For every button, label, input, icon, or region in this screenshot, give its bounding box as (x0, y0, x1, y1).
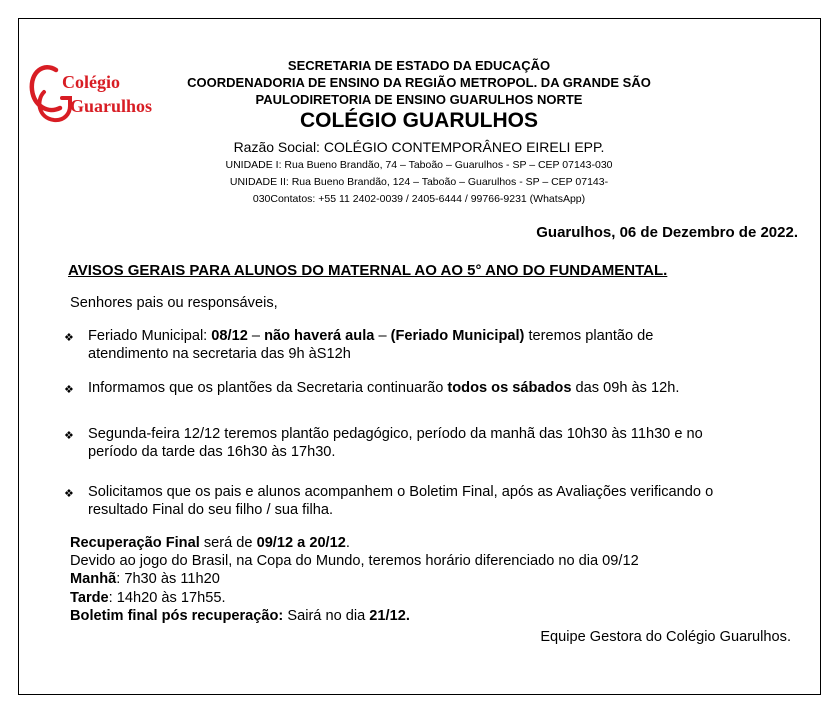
holiday-label: (Feriado Municipal) (390, 328, 525, 344)
notice-item-holiday-line2: atendimento na secretaria das 9h àS12h (88, 346, 351, 362)
signature: Equipe Gestora do Colégio Guarulhos. (540, 629, 791, 645)
item-text: teremos plantão de (524, 328, 654, 344)
page-title: COLÉGIO GUARULHOS (299, 109, 538, 132)
document-date: Guarulhos, 06 de Dezembro de 2022. (536, 224, 798, 241)
item-text: – (374, 328, 391, 344)
diamond-bullet-icon: ❖ (64, 332, 74, 344)
notice-item-pedagogic-line2: período da tarde das 16h30 às 17h30. (88, 444, 336, 460)
item-text: Informamos que os plantões da Secretaria continuarão (88, 380, 448, 396)
notice-item-report: Solicitamos que os pais e alunos acompanhem o Boletim Final, após as Avaliações verificando o (88, 484, 714, 500)
item-text: das 09h às 12h. (571, 380, 680, 396)
logo-graphic (26, 58, 152, 128)
afternoon-schedule (70, 590, 226, 606)
morning-label: Manhã (70, 571, 117, 587)
notice-title: AVISOS GERAIS PARA ALUNOS DO MATERNAL AO AO 5° ANO DO FUNDAMENTAL. (68, 262, 668, 279)
no-class-text: não haverá aula (264, 328, 375, 344)
notice-item-pedagogic: Segunda-feira 12/12 teremos plantão pedagógico, período da manhã das 10h30 às 11h30 e no (88, 426, 703, 442)
item-text: Feriado Municipal: (88, 328, 212, 344)
diamond-bullet-icon: ❖ (64, 384, 74, 396)
morning-value: : 7h30 às 11h20 (116, 571, 220, 587)
header-line-2: COORDENADORIA DE ENSINO DA REGIÃO METROPOL. DA GRANDE SÃO (187, 75, 651, 90)
logo-text-colegio: Colégio (62, 72, 120, 92)
item-text: – (247, 328, 265, 344)
holiday-date: 08/12 (211, 328, 248, 344)
saturdays-text: todos os sábados (447, 380, 572, 396)
recovery-dates (70, 535, 350, 551)
contacts: 030Contatos: +55 11 2402-0039 / 2405-6444 / 99766-9231 (WhatsApp) (252, 193, 586, 205)
diamond-bullet-icon: ❖ (64, 430, 74, 442)
recovery-period: 09/12 a 20/12 (256, 535, 346, 551)
recovery-text: . (345, 535, 350, 551)
final-report-label: Boletim final pós recuperação: (70, 608, 284, 624)
razao-social: Razão Social: COLÉGIO CONTEMPORÂNEO EIRELI EPP. (233, 139, 605, 155)
notice-item-holiday (88, 328, 653, 344)
recovery-label: Recuperação Final (70, 535, 200, 551)
notice-item-saturdays (88, 380, 679, 396)
greeting: Senhores pais ou responsáveis, (70, 295, 278, 311)
final-report-text: Sairá no dia (283, 608, 370, 624)
address-unit-1: UNIDADE I: Rua Bueno Brandão, 74 – Taboão – Guarulhos - SP – CEP 07143-030 (225, 159, 613, 171)
recovery-text: será de (199, 535, 257, 551)
header-line-1: SECRETARIA DE ESTADO DA EDUCAÇÃO (287, 58, 551, 73)
final-report-date: 21/12. (369, 608, 410, 624)
afternoon-label: Tarde (70, 590, 109, 606)
diamond-bullet-icon: ❖ (64, 488, 74, 500)
final-report-release (70, 608, 410, 624)
header-line-3: PAULODIRETORIA DE ENSINO GUARULHOS NORTE (255, 92, 583, 107)
notice-item-report-line2: resultado Final do seu filho / sua filha. (88, 502, 333, 518)
afternoon-value: : 14h20 às 17h55. (108, 590, 226, 606)
address-unit-2: UNIDADE II: Rua Bueno Brandão, 124 – Taboão – Guarulhos - SP – CEP 07143- (229, 176, 609, 188)
logo-text-guarulhos: Guarulhos (70, 96, 152, 116)
world-cup-notice: Devido ao jogo do Brasil, na Copa do Mundo, teremos horário diferenciado no dia 09/12 (70, 553, 639, 569)
school-logo (26, 58, 152, 128)
morning-schedule (70, 571, 220, 587)
